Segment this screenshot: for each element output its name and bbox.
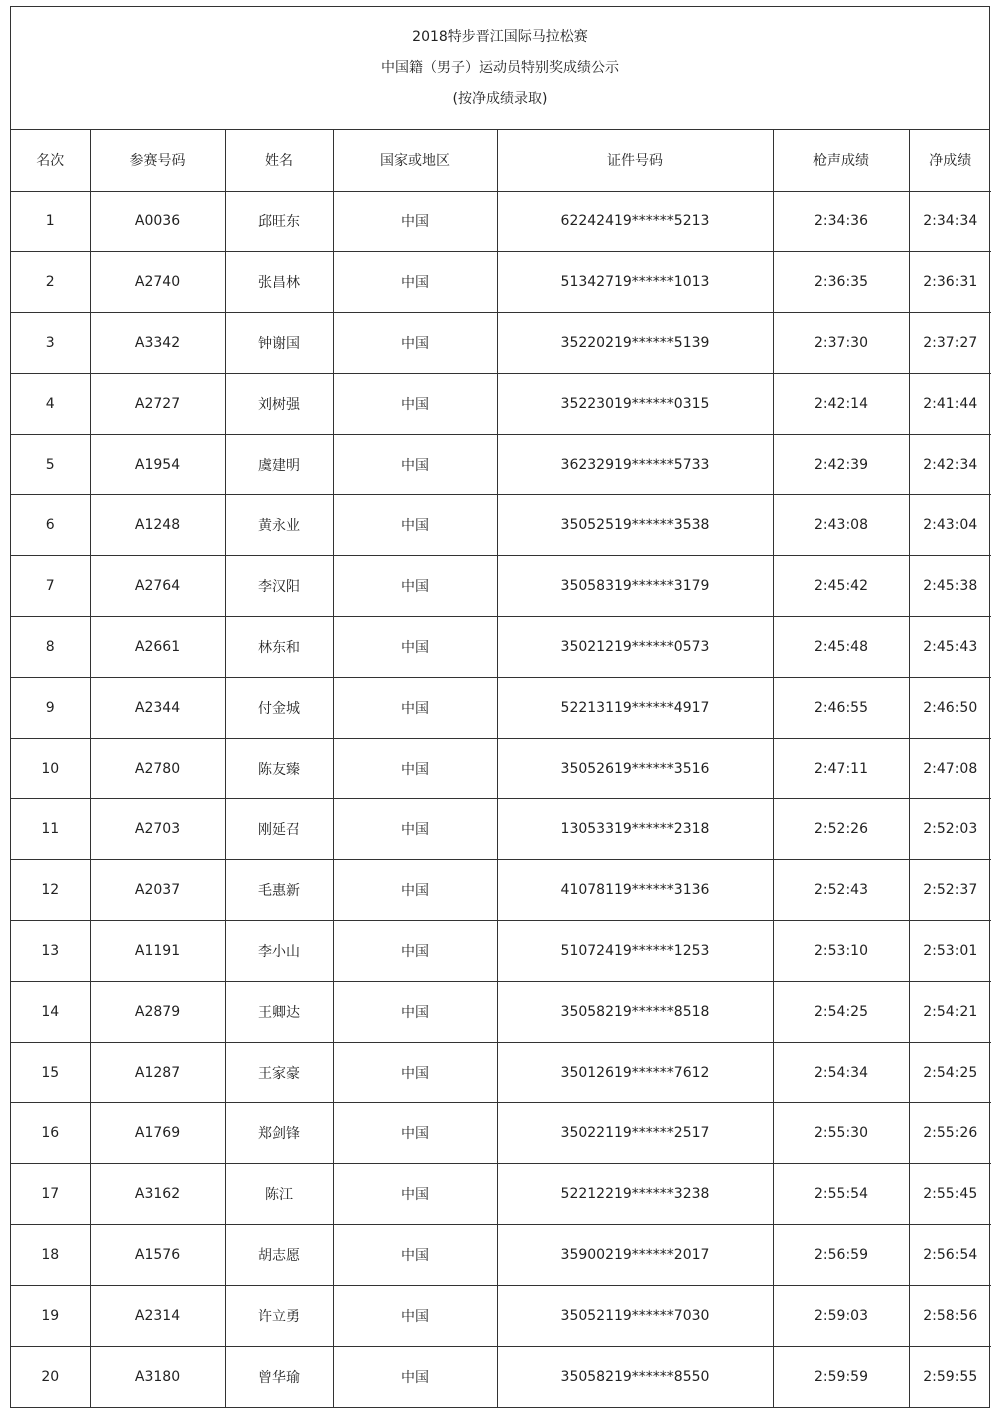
rank-cell: 4 xyxy=(11,373,90,434)
table-row xyxy=(11,1103,991,1164)
net-time-cell: 2:45:43 xyxy=(909,617,991,678)
net-time-cell: 2:56:54 xyxy=(909,1225,991,1286)
net-time-cell: 2:52:03 xyxy=(909,799,991,860)
gun-time-cell: 2:52:26 xyxy=(773,799,909,860)
name-cell: 付金城 xyxy=(225,677,333,738)
table-row xyxy=(11,1225,991,1286)
bib-cell: A2764 xyxy=(90,556,225,617)
gun-time-cell: 2:37:30 xyxy=(773,313,909,374)
country-cell: 中国 xyxy=(333,495,497,556)
net-time-cell: 2:45:38 xyxy=(909,556,991,617)
bib-cell: A2740 xyxy=(90,252,225,313)
name-cell: 陈江 xyxy=(225,1164,333,1225)
country-cell: 中国 xyxy=(333,252,497,313)
country-cell: 中国 xyxy=(333,1164,497,1225)
rank-cell: 17 xyxy=(11,1164,90,1225)
id-number-cell: 35022119******2517 xyxy=(497,1103,773,1164)
rank-cell: 15 xyxy=(11,1042,90,1103)
id-number-cell: 52212219******3238 xyxy=(497,1164,773,1225)
id-number-cell: 41078119******3136 xyxy=(497,860,773,921)
gun-time-cell: 2:36:35 xyxy=(773,252,909,313)
net-time-cell: 2:37:27 xyxy=(909,313,991,374)
bib-cell: A3180 xyxy=(90,1346,225,1407)
id-number-cell: 51342719******1013 xyxy=(497,252,773,313)
country-cell: 中国 xyxy=(333,556,497,617)
country-cell: 中国 xyxy=(333,434,497,495)
rank-cell: 20 xyxy=(11,1346,90,1407)
net-time-cell: 2:46:50 xyxy=(909,677,991,738)
id-number-cell: 35012619******7612 xyxy=(497,1042,773,1103)
bib-cell: A1769 xyxy=(90,1103,225,1164)
table-row xyxy=(11,799,991,860)
bib-cell: A1576 xyxy=(90,1225,225,1286)
table-row xyxy=(11,313,991,374)
table-row xyxy=(11,1285,991,1346)
country-cell: 中国 xyxy=(333,1225,497,1286)
table-row xyxy=(11,1346,991,1407)
id-number-cell: 52213119******4917 xyxy=(497,677,773,738)
id-number-cell: 62242419******5213 xyxy=(497,191,773,252)
country-cell: 中国 xyxy=(333,617,497,678)
gun-time-cell: 2:59:03 xyxy=(773,1285,909,1346)
table-row xyxy=(11,373,991,434)
rank-cell: 9 xyxy=(11,677,90,738)
country-cell: 中国 xyxy=(333,738,497,799)
name-cell: 李汉阳 xyxy=(225,556,333,617)
country-cell: 中国 xyxy=(333,1285,497,1346)
rank-cell: 11 xyxy=(11,799,90,860)
rank-cell: 16 xyxy=(11,1103,90,1164)
name-cell: 钟谢国 xyxy=(225,313,333,374)
net-time-cell: 2:55:45 xyxy=(909,1164,991,1225)
rank-cell: 3 xyxy=(11,313,90,374)
document-note: (按净成绩录取) xyxy=(452,90,548,107)
results-document xyxy=(10,6,990,1408)
net-time-cell: 2:53:01 xyxy=(909,921,991,982)
id-number-cell: 13053319******2318 xyxy=(497,799,773,860)
table-row xyxy=(11,434,991,495)
document-title: 2018特步晋江国际马拉松赛 xyxy=(412,28,588,45)
name-cell: 王卿达 xyxy=(225,981,333,1042)
net-time-cell: 2:59:55 xyxy=(923,1368,978,1385)
results-table xyxy=(11,130,991,1407)
bib-cell: A2661 xyxy=(90,617,225,678)
document-header xyxy=(11,7,989,130)
country-cell: 中国 xyxy=(333,1042,497,1103)
id-number-cell: 35021219******0573 xyxy=(497,617,773,678)
name-cell: 林东和 xyxy=(225,617,333,678)
id-number-cell: 35052619******3516 xyxy=(497,738,773,799)
country-cell: 中国 xyxy=(333,373,497,434)
table-row xyxy=(11,495,991,556)
name-cell: 邱旺东 xyxy=(225,191,333,252)
net-time-cell: 2:41:44 xyxy=(909,373,991,434)
name-cell: 李小山 xyxy=(225,921,333,982)
name-cell: 刚延召 xyxy=(225,799,333,860)
bib-cell: A0036 xyxy=(90,191,225,252)
country-cell: 中国 xyxy=(333,1103,497,1164)
table-row xyxy=(11,556,991,617)
rank-cell: 7 xyxy=(11,556,90,617)
table-row xyxy=(11,1042,991,1103)
id-number-cell: 35052119******7030 xyxy=(497,1285,773,1346)
net-time-cell: 2:43:04 xyxy=(909,495,991,556)
table-row xyxy=(11,860,991,921)
gun-time-cell: 2:52:43 xyxy=(773,860,909,921)
id-number-cell: 51072419******1253 xyxy=(497,921,773,982)
table-row xyxy=(11,617,991,678)
rank-cell: 10 xyxy=(11,738,90,799)
bib-cell: A2703 xyxy=(90,799,225,860)
bib-cell: A3162 xyxy=(90,1164,225,1225)
id-number-cell: 35058319******3179 xyxy=(497,556,773,617)
table-row xyxy=(11,1164,991,1225)
rank-cell: 18 xyxy=(11,1225,90,1286)
country-cell: 中国 xyxy=(333,981,497,1042)
document-subtitle: 中国籍（男子）运动员特别奖成绩公示 xyxy=(381,59,619,76)
column-header-gun-time: 枪声成绩 xyxy=(773,130,909,191)
name-cell: 郑剑锋 xyxy=(225,1103,333,1164)
bib-cell: A2727 xyxy=(90,373,225,434)
bib-cell: A2344 xyxy=(90,677,225,738)
rank-cell: 6 xyxy=(11,495,90,556)
table-row xyxy=(11,738,991,799)
gun-time-cell: 2:43:08 xyxy=(773,495,909,556)
rank-cell: 19 xyxy=(11,1285,90,1346)
country-cell: 中国 xyxy=(333,313,497,374)
gun-time-cell: 2:53:10 xyxy=(773,921,909,982)
bib-cell: A1954 xyxy=(90,434,225,495)
column-header-rank: 名次 xyxy=(11,130,90,191)
bib-cell: A2879 xyxy=(90,981,225,1042)
id-number-cell: 36232919******5733 xyxy=(497,434,773,495)
bib-cell: A1191 xyxy=(90,921,225,982)
table-row xyxy=(11,677,991,738)
name-cell: 黄永业 xyxy=(225,495,333,556)
country-cell: 中国 xyxy=(333,799,497,860)
bib-cell: A1248 xyxy=(90,495,225,556)
id-number-cell: 35900219******2017 xyxy=(497,1225,773,1286)
table-body xyxy=(11,191,991,1407)
gun-time-cell: 2:59:59 xyxy=(773,1346,909,1407)
table-row xyxy=(11,252,991,313)
gun-time-cell: 2:56:59 xyxy=(773,1225,909,1286)
gun-time-cell: 2:34:36 xyxy=(773,191,909,252)
net-time-cell: 2:47:08 xyxy=(909,738,991,799)
bib-cell: A3342 xyxy=(90,313,225,374)
table-row xyxy=(11,981,991,1042)
gun-time-cell: 2:45:48 xyxy=(773,617,909,678)
column-header-name: 姓名 xyxy=(225,130,333,191)
gun-time-cell: 2:42:14 xyxy=(773,373,909,434)
table-row xyxy=(11,191,991,252)
column-header-country: 国家或地区 xyxy=(333,130,497,191)
name-cell: 胡志愿 xyxy=(225,1225,333,1286)
column-header-net-time: 净成绩 xyxy=(909,130,991,191)
table-row xyxy=(11,921,991,982)
gun-time-cell: 2:46:55 xyxy=(773,677,909,738)
country-cell: 中国 xyxy=(333,860,497,921)
gun-time-cell: 2:54:25 xyxy=(773,981,909,1042)
country-cell: 中国 xyxy=(333,1346,497,1407)
table-header-row xyxy=(11,130,991,191)
gun-time-cell: 2:45:42 xyxy=(773,556,909,617)
bib-cell: A2314 xyxy=(90,1285,225,1346)
gun-time-cell: 2:55:54 xyxy=(773,1164,909,1225)
gun-time-cell: 2:54:34 xyxy=(773,1042,909,1103)
name-cell: 陈友臻 xyxy=(225,738,333,799)
rank-cell: 14 xyxy=(11,981,90,1042)
rank-cell: 2 xyxy=(11,252,90,313)
name-cell: 毛惠新 xyxy=(225,860,333,921)
name-cell: 刘树强 xyxy=(225,373,333,434)
id-number-cell: 35058219******8518 xyxy=(497,981,773,1042)
net-time-cell: 2:34:34 xyxy=(909,191,991,252)
bib-cell: A2037 xyxy=(90,860,225,921)
column-header-bib: 参赛号码 xyxy=(90,130,225,191)
id-number-cell: 35052519******3538 xyxy=(497,495,773,556)
bib-cell: A2780 xyxy=(90,738,225,799)
net-time-cell: 2:55:26 xyxy=(909,1103,991,1164)
rank-cell: 8 xyxy=(11,617,90,678)
rank-cell: 1 xyxy=(11,191,90,252)
net-time-cell: 2:42:34 xyxy=(909,434,991,495)
name-cell: 王家豪 xyxy=(225,1042,333,1103)
name-cell: 许立勇 xyxy=(225,1285,333,1346)
rank-cell: 5 xyxy=(11,434,90,495)
net-time-cell: 2:54:25 xyxy=(909,1042,991,1103)
net-time-cell: 2:52:37 xyxy=(909,860,991,921)
name-cell: 张昌林 xyxy=(225,252,333,313)
id-number-cell: 35220219******5139 xyxy=(497,313,773,374)
gun-time-cell: 2:55:30 xyxy=(773,1103,909,1164)
net-time-cell: 2:58:56 xyxy=(909,1285,991,1346)
net-time-cell: 2:36:31 xyxy=(909,252,991,313)
id-number-cell: 35058219******8550 xyxy=(497,1346,773,1407)
net-time-cell: 2:54:21 xyxy=(909,981,991,1042)
bib-cell: A1287 xyxy=(90,1042,225,1103)
column-header-id-number: 证件号码 xyxy=(497,130,773,191)
country-cell: 中国 xyxy=(333,677,497,738)
rank-cell: 12 xyxy=(11,860,90,921)
country-cell: 中国 xyxy=(333,921,497,982)
rank-cell: 13 xyxy=(11,921,90,982)
id-number-cell: 35223019******0315 xyxy=(497,373,773,434)
country-cell: 中国 xyxy=(333,191,497,252)
name-cell: 曾华瑜 xyxy=(225,1346,333,1407)
name-cell: 虞建明 xyxy=(225,434,333,495)
gun-time-cell: 2:47:11 xyxy=(773,738,909,799)
gun-time-cell: 2:42:39 xyxy=(773,434,909,495)
